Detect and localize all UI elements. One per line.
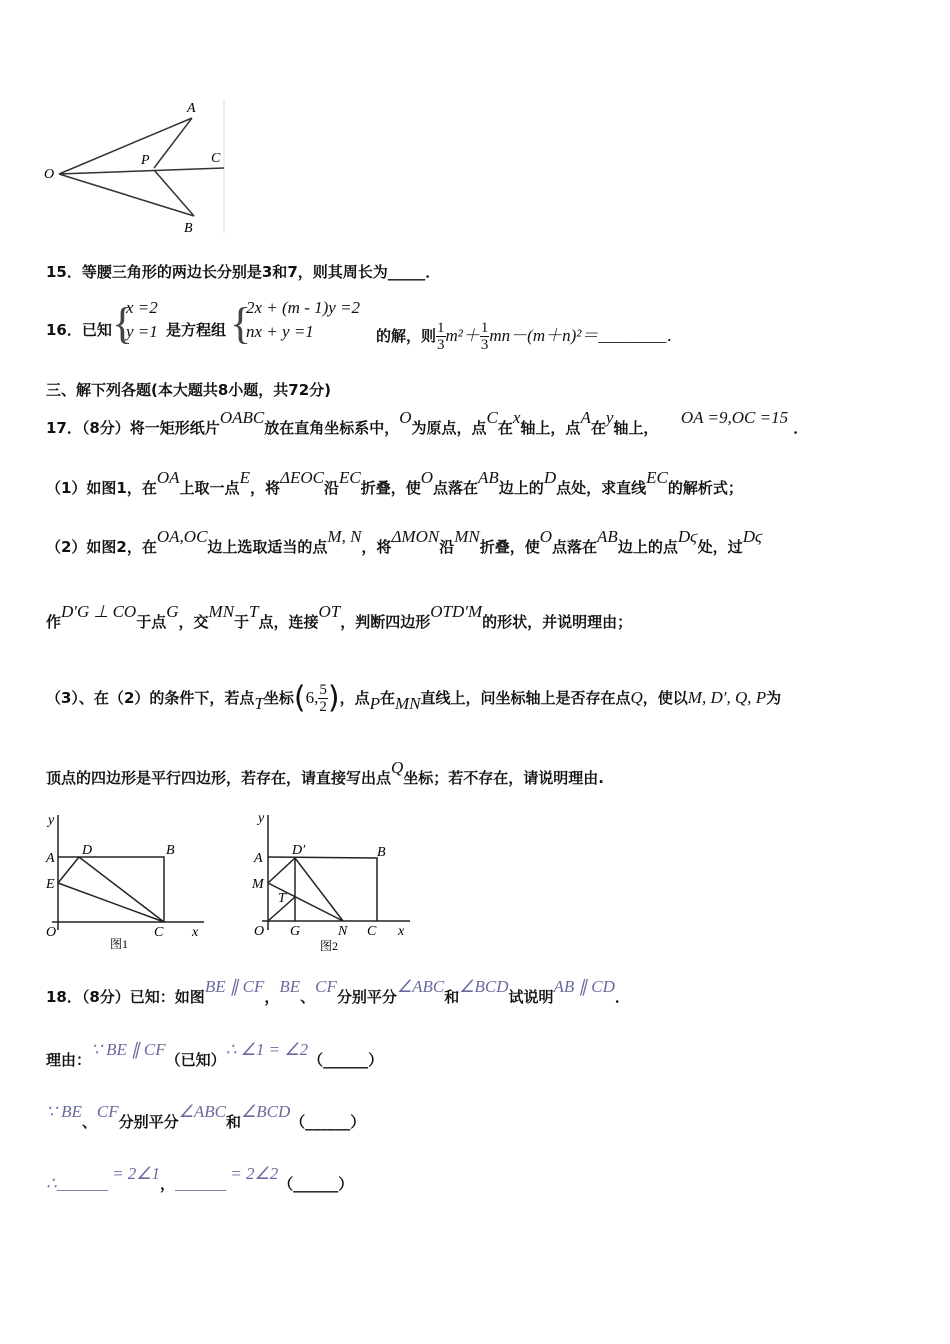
svg-text:y: y: [48, 813, 55, 828]
text-segment: 的形状，并说明理由；: [482, 613, 633, 631]
text-segment: ，将: [361, 538, 392, 556]
fraction: $\frac{5}{2}$: [319, 682, 327, 715]
figure-1: [44, 810, 214, 955]
math-expression: O: [539, 527, 553, 546]
math-expression: MN: [454, 527, 480, 546]
text-segment: 分别平分: [336, 988, 397, 1006]
svg-text:B: B: [377, 845, 386, 860]
math-expression: OABC: [219, 408, 265, 427]
text-segment: （______）: [308, 1051, 384, 1069]
math-expression: EC: [646, 468, 668, 487]
label-b: B: [184, 221, 193, 236]
math-expression: CF: [96, 1102, 119, 1121]
svg-text:T: T: [278, 891, 286, 906]
text-segment: ，: [264, 988, 280, 1006]
math-expression: AB ∥ CD: [553, 977, 615, 996]
math-expression: M, N: [327, 527, 362, 546]
math-expression: ∵ BE ∥ CF: [91, 1040, 166, 1059]
text-segment: （已知）: [165, 1051, 226, 1069]
text-segment: 边上选取适当的点: [207, 538, 328, 556]
math-expression: OT: [318, 602, 341, 621]
label-o: O: [44, 167, 55, 182]
question-16: [46, 298, 746, 353]
text-segment: 处，过: [697, 538, 743, 556]
text-segment: （______）: [278, 1175, 354, 1193]
text-segment: 17．（8分）将一矩形纸片: [46, 419, 220, 437]
text-segment: 点落在: [552, 538, 598, 556]
text-segment: （______）: [290, 1113, 366, 1131]
figure-angle-opc: [44, 98, 229, 238]
svg-text:x: x: [398, 924, 405, 939]
math-expression: ______: [175, 1174, 227, 1193]
question-17-part-3: （3）、在（2）的条件下，若点T坐标(6, $\frac{5}{2}$ )，点P在MN直线上，问坐标轴上是否存在点Q，使以M, D′, Q, P为: [46, 680, 782, 716]
svg-text:D: D: [82, 843, 93, 858]
svg-text:N: N: [338, 924, 348, 939]
text-segment: ，将: [249, 479, 280, 497]
question-17-part-1: [46, 468, 743, 498]
brace-icon: {: [230, 299, 252, 348]
text-segment: 上取一点: [179, 479, 240, 497]
question-18-reason-3: [46, 1164, 354, 1194]
text-segment: 作: [46, 613, 62, 631]
text-segment: 沿: [323, 479, 339, 497]
q16-mid: 是方程组: [166, 321, 227, 339]
question-17-part-2-cont: [46, 602, 633, 632]
svg-text:G: G: [290, 924, 301, 939]
text-segment: 沿: [439, 538, 455, 556]
math-expression: OA =9,OC =15: [680, 408, 789, 427]
question-17: [46, 408, 809, 438]
math-expression: = 2∠2: [226, 1164, 279, 1183]
text-segment: 折叠，使: [360, 479, 421, 497]
svg-text:C: C: [367, 924, 377, 939]
svg-text:M: M: [252, 877, 264, 892]
math-expression: x: [512, 408, 521, 427]
section-heading: [46, 380, 331, 400]
svg-text:B: B: [166, 843, 175, 858]
figure-2-caption: 图2: [320, 939, 339, 953]
q16-solution: x =2 y =1: [126, 298, 158, 341]
math-expression: BE: [279, 977, 301, 996]
question-18-reason-1: [46, 1040, 384, 1070]
text-segment: 折叠，使: [479, 538, 540, 556]
text-segment: 15．等腰三角形的两边长分别是3和7，则其周长为_____．: [46, 263, 441, 281]
text-segment: 三、解下列各题(本大题共8小题，共72分): [46, 381, 332, 399]
question-18: [46, 977, 630, 1007]
question-17-part-2: [46, 527, 763, 557]
label-p: P: [141, 153, 150, 168]
math-expression: BE ∥ CF: [204, 977, 265, 996]
math-expression: ΔEOC: [279, 468, 324, 487]
text-segment: 和: [225, 1113, 241, 1131]
text-segment: （1）如图1，在: [46, 479, 157, 497]
math-expression: ∠BCD: [240, 1102, 291, 1121]
text-segment: 18．（8分）已知：如图: [46, 988, 205, 1006]
math-expression: ∴ ∠1 = ∠2: [225, 1040, 309, 1059]
svg-text:O: O: [46, 925, 57, 940]
math-expression: OA,OC: [156, 527, 208, 546]
svg-text:E: E: [46, 877, 55, 892]
text-segment: 边上的点: [617, 538, 678, 556]
math-expression: Dϛ: [677, 527, 698, 546]
text-segment: （2）如图2，在: [46, 538, 157, 556]
label-a: A: [187, 101, 196, 116]
math-expression: T: [249, 602, 259, 621]
text-segment: 理由：: [46, 1051, 92, 1069]
text-segment: 边上的: [498, 479, 544, 497]
q16-prefix: 16．已知: [46, 321, 112, 339]
fraction: $\frac{1}{3}$: [480, 320, 489, 353]
math-expression: O: [420, 468, 433, 487]
math-expression: MN: [208, 602, 235, 621]
text-segment: 试说明: [508, 988, 554, 1006]
text-segment: 分别平分: [118, 1113, 179, 1131]
math-expression: OA: [156, 468, 180, 487]
text-segment: ，交: [178, 613, 209, 631]
svg-text:x: x: [192, 925, 199, 940]
question-17-part-3-cont: [46, 758, 604, 788]
svg-text:A: A: [254, 851, 263, 866]
label-c: C: [211, 151, 221, 166]
math-expression: ∠BCD: [459, 977, 509, 996]
math-expression: Q: [391, 758, 404, 777]
text-segment: 轴上，: [613, 419, 681, 437]
math-expression: AB: [478, 468, 499, 487]
math-expression: C: [486, 408, 498, 427]
svg-text:A: A: [46, 851, 55, 866]
math-expression: y: [605, 408, 614, 427]
text-segment: ，判断四边形: [340, 613, 431, 631]
text-segment: 于点: [136, 613, 167, 631]
text-segment: 顶点的四边形是平行四边形，若存在，请直接写出点: [46, 769, 392, 787]
text-segment: 为原点，点: [411, 419, 487, 437]
text-segment: ，: [160, 1175, 176, 1193]
question-15: [46, 262, 440, 282]
svg-text:y: y: [258, 811, 265, 826]
math-expression: Dϛ: [742, 527, 763, 546]
math-expression: OTD′M: [430, 602, 483, 621]
text-segment: 在: [590, 419, 606, 437]
math-expression: AB: [597, 527, 618, 546]
math-expression: D: [543, 468, 557, 487]
text-segment: ．: [788, 419, 809, 437]
math-expression: CF: [315, 977, 337, 996]
text-segment: 、: [300, 988, 316, 1006]
math-expression: E: [239, 468, 250, 487]
text-segment: 放在直角坐标系中，: [264, 419, 400, 437]
svg-text:C: C: [154, 925, 164, 940]
text-segment: 于: [234, 613, 250, 631]
math-expression: ΔMON: [391, 527, 440, 546]
math-expression: EC: [338, 468, 361, 487]
text-segment: 点，连接: [258, 613, 319, 631]
svg-text:D′: D′: [292, 843, 306, 858]
math-expression: G: [166, 602, 179, 621]
q16-system: 2x + (m - 1)y =2 nx + y =1: [246, 298, 361, 341]
math-expression: ∴______: [46, 1174, 108, 1193]
text-segment: 的解析式；: [667, 479, 743, 497]
text-segment: ．: [614, 988, 630, 1006]
text-segment: 和: [444, 988, 460, 1006]
brace-icon: {: [112, 299, 134, 348]
question-18-reason-2: [46, 1102, 366, 1132]
math-expression: O: [399, 408, 412, 427]
math-expression: A: [580, 408, 591, 427]
figure-1-caption: 图1: [110, 937, 129, 951]
math-expression: ∵ BE: [46, 1102, 82, 1121]
text-segment: 在: [497, 419, 513, 437]
math-expression: ∠ABC: [178, 1102, 226, 1121]
math-expression: ∠ABC: [396, 977, 445, 996]
math-expression: D′G ⊥ CO: [61, 602, 137, 621]
text-segment: 、: [81, 1113, 97, 1131]
text-segment: 点落在: [433, 479, 479, 497]
text-segment: 轴上，点: [520, 419, 581, 437]
figure-2: [250, 810, 420, 955]
math-expression: = 2∠1: [107, 1164, 161, 1183]
text-segment: 点处，求直线: [556, 479, 647, 497]
fraction: $\frac{1}{3}$: [437, 320, 445, 353]
text-segment: 坐标；若不存在，请说明理由.: [403, 769, 604, 787]
q16-expression: 的解，则 $\frac{1}{3}$ m²＋ $\frac{1}{3}$ mn－(m＋n)²＝________．: [376, 320, 684, 353]
svg-text:O: O: [254, 924, 265, 939]
